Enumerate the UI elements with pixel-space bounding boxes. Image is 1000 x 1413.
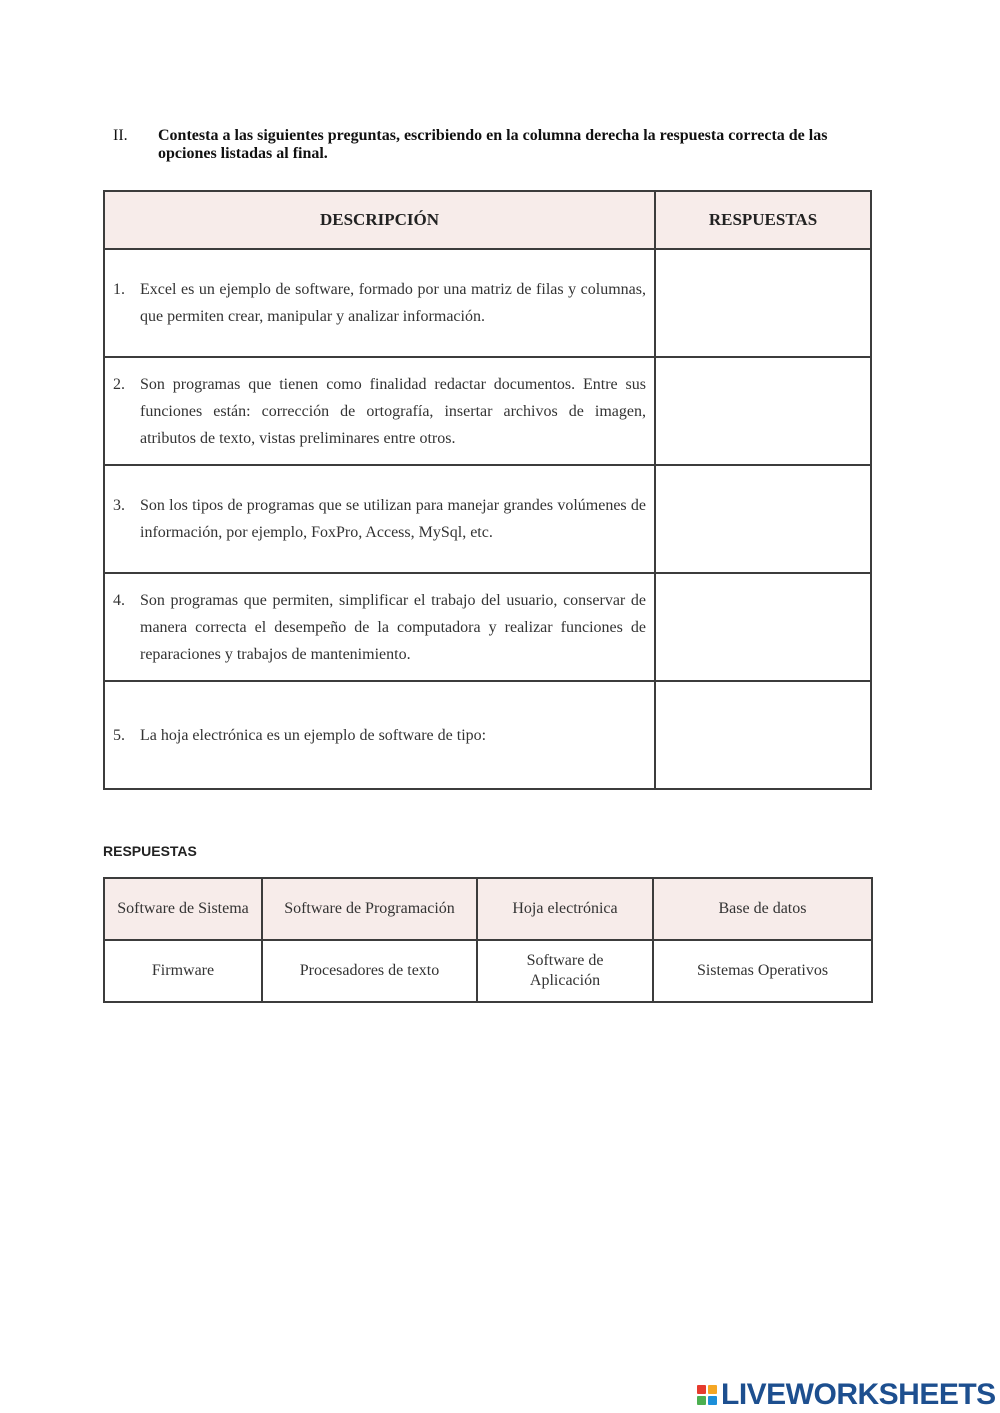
instruction-text: Contesta a las siguientes preguntas, escribiendo en la columna derecha la respuesta correcta de las opciones listadas al final. (158, 127, 828, 162)
question-text: Son los tipos de programas que se utilizan para manejar grandes volúmenes de información, por ejemplo, FoxPro, Access, MySql, etc. (140, 497, 646, 541)
options-row (104, 878, 872, 940)
question-cell (104, 573, 655, 681)
question-table (103, 190, 872, 790)
answers-title: RESPUESTAS (103, 843, 197, 859)
question-cell (104, 249, 655, 357)
logo-text: LIVEWORKSHEETS (721, 1378, 996, 1411)
option-cell: Base de datos (653, 878, 872, 940)
instruction (113, 127, 873, 163)
question-number: 3. (113, 497, 125, 514)
answer-cell-4[interactable] (655, 573, 871, 681)
options-row (104, 940, 872, 1002)
question-text: Son programas que permiten, simplificar el trabajo del usuario, conservar de manera correcta el desempeño de la computadora y realizar funciones de reparaciones y trabajos de mantenimiento. (140, 591, 646, 663)
option-cell: Procesadores de texto (262, 940, 477, 1002)
option-cell: Firmware (104, 940, 262, 1002)
option-cell: Software de Sistema (104, 878, 262, 940)
question-text: Son programas que tienen como finalidad redactar documentos. Entre sus funciones están: corrección de ortografía, insertar archivos de imagen, atributos de texto, vistas preliminares entre otros. (140, 375, 646, 447)
liveworksheets-logo (697, 1378, 996, 1412)
option-cell: Hoja electrónica (477, 878, 653, 940)
logo-square (708, 1396, 717, 1405)
section-number: II. (113, 127, 128, 144)
answer-cell-5[interactable] (655, 681, 871, 789)
answer-cell-1[interactable] (655, 249, 871, 357)
table-row (104, 357, 871, 465)
table-row (104, 681, 871, 789)
logo-square (708, 1385, 717, 1394)
logo-square (697, 1396, 706, 1405)
answer-cell-3[interactable] (655, 465, 871, 573)
question-text: La hoja electrónica es un ejemplo de software de tipo: (140, 726, 487, 744)
table-row (104, 573, 871, 681)
question-table-header (104, 191, 871, 249)
table-row (104, 249, 871, 357)
question-number: 5. (113, 726, 125, 744)
logo-icon (697, 1385, 717, 1405)
question-number: 2. (113, 375, 125, 393)
answer-cell-2[interactable] (655, 357, 871, 465)
option-cell: Sistemas Operativos (653, 940, 872, 1002)
header-description: DESCRIPCIÓN (104, 191, 655, 249)
logo-square (697, 1385, 706, 1394)
option-text: Software de Aplicación (526, 952, 604, 989)
answer-options-table (103, 877, 873, 1003)
question-cell (104, 357, 655, 465)
header-answers: RESPUESTAS (655, 191, 871, 249)
question-number: 1. (113, 281, 125, 298)
question-text: Excel es un ejemplo de software, formado por una matriz de filas y columnas, que permiten crear, manipular y analizar información. (140, 281, 646, 325)
question-number: 4. (113, 591, 125, 609)
table-row (104, 465, 871, 573)
option-cell (477, 940, 653, 1002)
question-cell (104, 465, 655, 573)
option-cell: Software de Programación (262, 878, 477, 940)
question-cell (104, 681, 655, 789)
